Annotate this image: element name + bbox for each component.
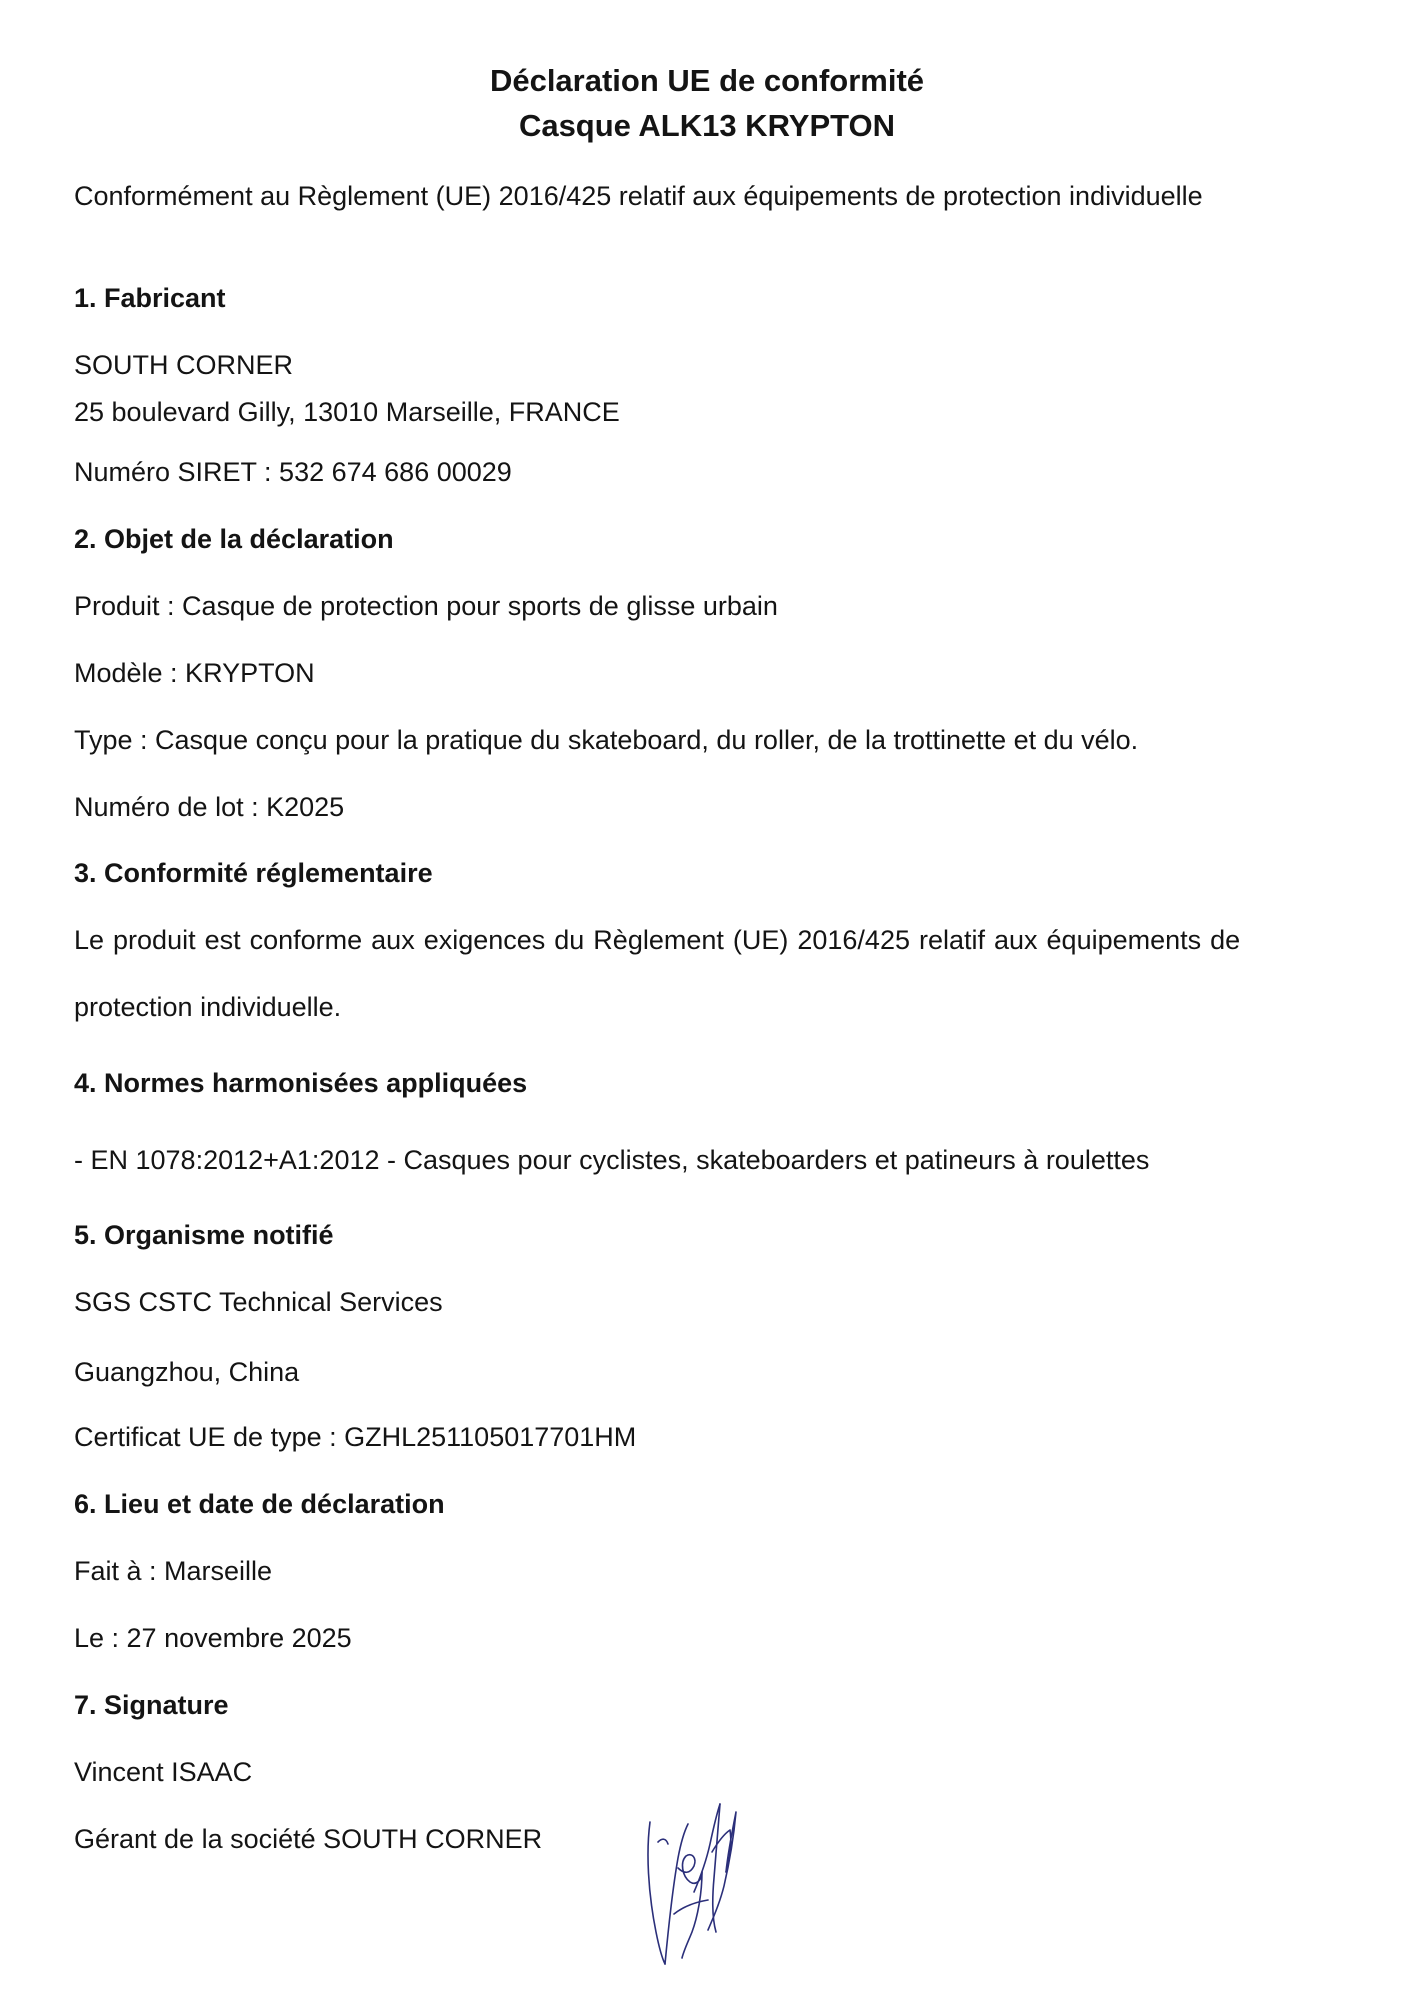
document-title-line2: Casque ALK13 KRYPTON [518,108,896,143]
section-heading-notified-body: 5. Organisme notifié [74,1220,334,1250]
section-heading-object: 2. Objet de la déclaration [74,524,394,554]
signatory-role: Gérant de la société SOUTH CORNER [74,1824,543,1854]
declaration-date: Le : 27 novembre 2025 [74,1623,352,1653]
product-lot-number: Numéro de lot : K2025 [74,792,345,822]
manufacturer-address: 25 boulevard Gilly, 13010 Marseille, FRANCE [74,397,620,427]
product-model: Modèle : KRYPTON [74,658,315,688]
manufacturer-name: SOUTH CORNER [74,350,294,380]
manufacturer-siret: Numéro SIRET : 532 674 686 00029 [74,457,512,487]
notified-body-location: Guangzhou, China [74,1357,300,1387]
notified-body-name: SGS CSTC Technical Services [74,1287,443,1317]
standard-item: - EN 1078:2012+A1:2012 - Casques pour cyclistes, skateboarders et patineurs à roulettes [74,1145,1150,1175]
section-heading-place-date: 6. Lieu et date de déclaration [74,1489,445,1519]
section-heading-compliance: 3. Conformité réglementaire [74,858,433,888]
compliance-text-line2: protection individuelle. [74,992,342,1022]
section-heading-manufacturer: 1. Fabricant [74,283,226,313]
signatory-name: Vincent ISAAC [74,1757,253,1787]
declaration-place: Fait à : Marseille [74,1556,273,1586]
type-certificate: Certificat UE de type : GZHL251105017701HM [74,1422,637,1452]
compliance-text-line1: Le produit est conforme aux exigences du Règlement (UE) 2016/425 relatif aux équipements de [74,925,1241,955]
section-heading-signature: 7. Signature [74,1690,229,1720]
document-title-line1: Déclaration UE de conformité [489,63,925,98]
product-description: Produit : Casque de protection pour sports de glisse urbain [74,591,778,621]
handwritten-signature-icon [632,1782,742,1970]
intro-text: Conformément au Règlement (UE) 2016/425 relatif aux équipements de protection individuelle [74,181,1203,211]
product-type: Type : Casque conçu pour la pratique du skateboard, du roller, de la trottinette et du vélo. [74,725,1139,755]
section-heading-standards: 4. Normes harmonisées appliquées [74,1068,528,1098]
